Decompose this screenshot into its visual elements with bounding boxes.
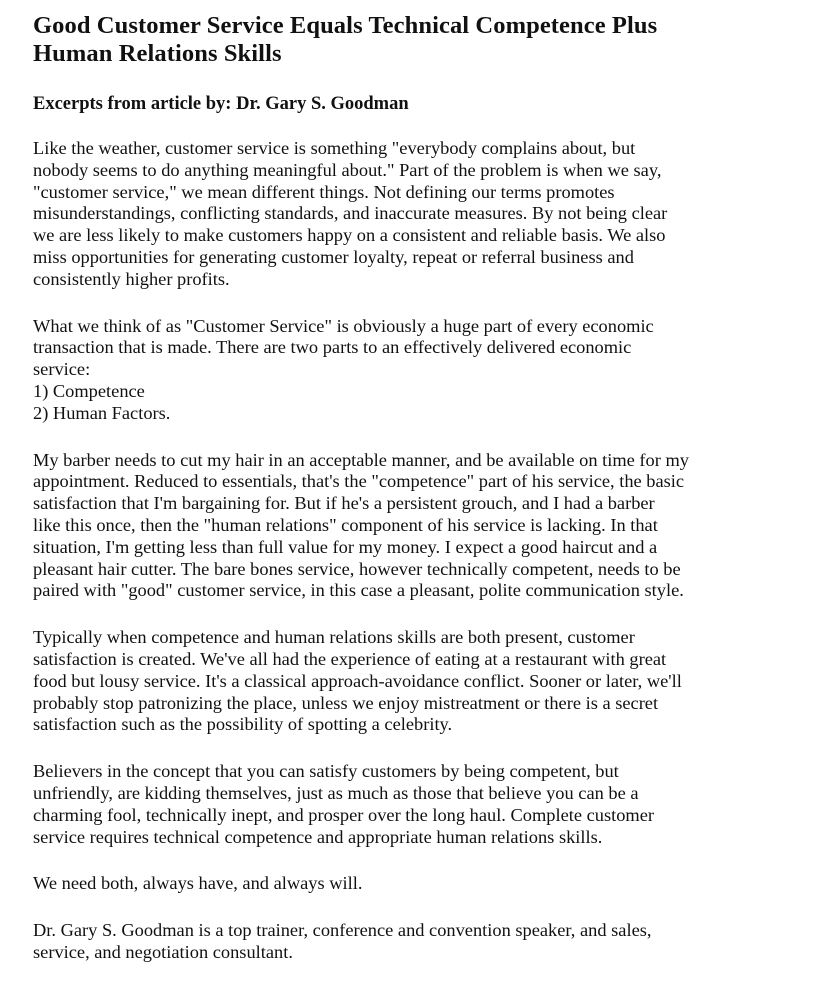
text-line: appointment. Reduced to essentials, that's the "competence" part of his service, the basic — [33, 471, 685, 492]
article-title — [33, 12, 813, 68]
text-line: charming fool, technically inept, and prosper over the long haul. Complete customer — [33, 804, 655, 825]
list-item-human-factors: 2) Human Factors. — [33, 402, 171, 423]
text-line: misunderstandings, conflicting standards, and inaccurate measures. By not being clear — [33, 203, 668, 224]
paragraph-barber — [33, 450, 813, 603]
text-line: food but lousy service. It's a classical approach-avoidance conflict. Sooner or later, we'll — [33, 670, 682, 691]
paragraph-author-bio — [33, 920, 813, 964]
text-line: situation, I'm getting less than full value for my money. I expect a good haircut and a — [33, 536, 658, 557]
title-line: Human Relations Skills — [33, 40, 282, 67]
paragraph-intro — [33, 138, 813, 291]
paragraph-believers — [33, 761, 813, 848]
text-line: Like the weather, customer service is something "everybody complains about, but — [33, 138, 636, 158]
paragraph-restaurant — [33, 627, 813, 736]
text-line: service: — [33, 359, 91, 380]
text-line: My barber needs to cut my hair in an acceptable manner, and be available on time for my — [33, 449, 689, 470]
title-line: Good Customer Service Equals Technical Competence Plus — [33, 12, 658, 39]
text-line: like this once, then the "human relations" component of his service is lacking. In that — [33, 514, 658, 535]
text-line: unfriendly, are kidding themselves, just as much as those that believe you can be a — [33, 782, 639, 803]
text-line: transaction that is made. There are two parts to an effectively delivered economic — [33, 337, 632, 358]
text-line: service requires technical competence and appropriate human relations skills. — [33, 826, 603, 847]
text-line: What we think of as "Customer Service" is obviously a huge part of every economic — [33, 315, 654, 336]
text-line: consistently higher profits. — [33, 268, 230, 289]
text-line: paired with "good" customer service, in this case a pleasant, polite communication style. — [33, 580, 684, 601]
text-line: satisfaction is created. We've all had the experience of eating at a restaurant with great — [33, 648, 667, 669]
article-byline: Excerpts from article by: Dr. Gary S. Goodman — [33, 94, 409, 114]
paragraph-conclusion — [33, 873, 813, 895]
paragraph-two-parts — [33, 316, 813, 425]
text-line: miss opportunities for generating customer loyalty, repeat or referral business and — [33, 246, 634, 267]
list-item-competence: 1) Competence — [33, 380, 145, 401]
article — [33, 12, 813, 964]
text-line: Believers in the concept that you can satisfy customers by being competent, but — [33, 761, 619, 782]
text-line: probably stop patronizing the place, unless we enjoy mistreatment or there is a secret — [33, 692, 659, 713]
text-line: Dr. Gary S. Goodman is a top trainer, conference and convention speaker, and sales, — [33, 920, 652, 941]
text-line: service, and negotiation consultant. — [33, 941, 293, 962]
text-line: we are less likely to make customers happy on a consistent and reliable basis. We also — [33, 225, 666, 246]
text-line: nobody seems to do anything meaningful about." Part of the problem is when we say, — [33, 159, 662, 180]
text-line: satisfaction that I'm bargaining for. But if he's a persistent grouch, and I had a barber — [33, 493, 655, 514]
text-line: satisfaction such as the possibility of spotting a celebrity. — [33, 714, 453, 735]
text-line: pleasant hair cutter. The bare bones service, however technically competent, needs to be — [33, 558, 681, 579]
text-line: We need both, always have, and always will. — [33, 873, 363, 894]
text-line: "customer service," we mean different things. Not defining our terms promotes — [33, 181, 615, 202]
text-line: Typically when competence and human relations skills are both present, customer — [33, 627, 635, 648]
